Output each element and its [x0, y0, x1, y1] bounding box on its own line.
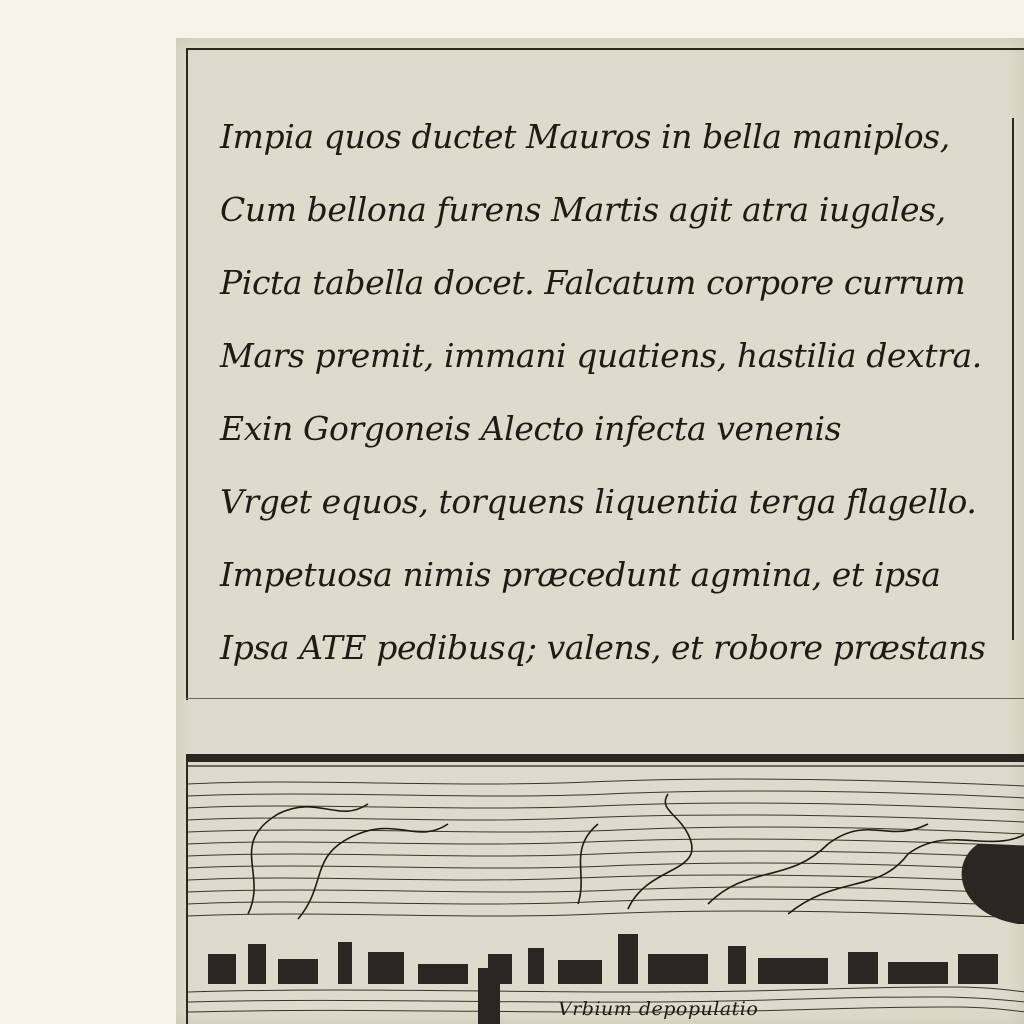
verse-line: Exin Gorgoneis Alecto infecta venenis [220, 409, 842, 448]
verse-line: Impetuosa nimis præcedunt agmina, et ipsa [220, 555, 941, 594]
verse-line: Ipsa ATE pedibusq; valens, et robore præstans [220, 628, 986, 667]
verse-frame-right-rule [1012, 118, 1014, 640]
print-sheet [176, 38, 1024, 1024]
verse-block [220, 100, 1010, 684]
verse-line: Cum bellona furens Martis agit atra iugales, [220, 190, 946, 229]
city-skyline [208, 934, 998, 984]
verse-frame [186, 48, 1024, 700]
plate-divider-band [186, 698, 1024, 756]
engraving-caption: Vrbium depopulatio [558, 998, 759, 1020]
dark-cloud [962, 844, 1024, 924]
verse-line: Mars premit, immani quatiens, hastilia dextra. [220, 336, 982, 375]
foreground-tower [478, 968, 500, 1024]
verse-line: Impia quos ductet Mauros in bella maniplos, [220, 117, 950, 156]
verse-line: Vrget equos, torquens liquentia terga flagello. [220, 482, 977, 521]
verse-line: Picta tabella docet. Falcatum corpore currum [220, 263, 966, 302]
engraving-top-border [188, 754, 1024, 762]
engraving-scene [186, 754, 1024, 1024]
burning-city-illustration [188, 754, 1024, 1024]
sky-hatching [188, 779, 1024, 918]
